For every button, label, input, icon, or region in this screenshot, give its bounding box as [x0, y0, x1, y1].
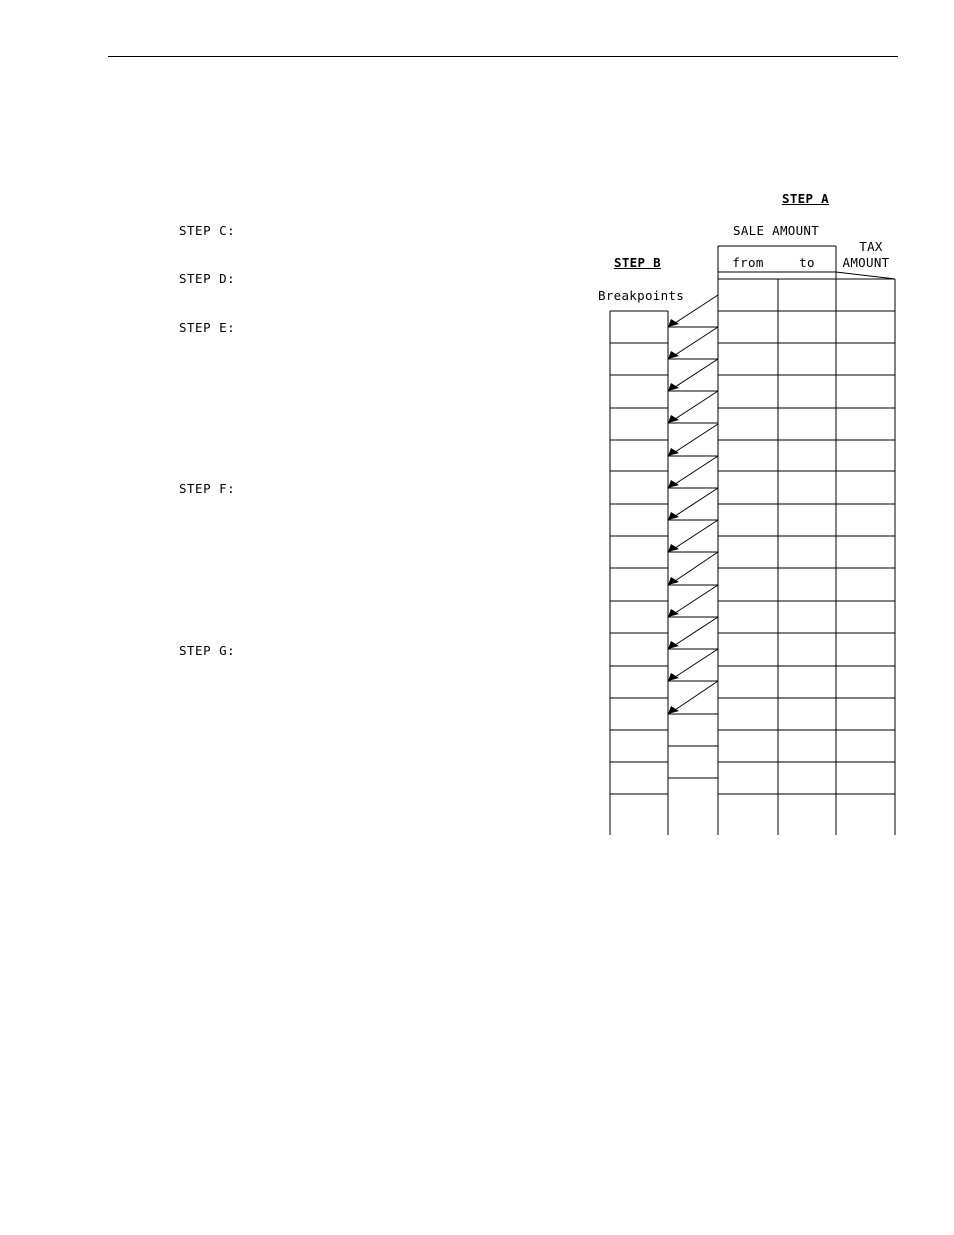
- breakpoint-arrowhead: [668, 544, 679, 552]
- step-c-label: STEP C:: [179, 223, 236, 238]
- breakpoint-arrowhead: [668, 480, 679, 488]
- sale-amount-heading: SALE AMOUNT: [733, 223, 820, 238]
- step-e-label: STEP E:: [179, 320, 236, 335]
- breakpoint-arrow-line: [672, 456, 718, 486]
- breakpoint-arrowhead: [668, 448, 679, 456]
- breakpoint-arrow-line: [672, 585, 718, 615]
- tax-heading-line1: TAX: [859, 239, 883, 254]
- breakpoint-arrow-line: [672, 520, 718, 550]
- breakpoint-arrow-line: [672, 617, 718, 647]
- tax-heading-line2: AMOUNT: [842, 255, 890, 270]
- breakpoint-arrow-line: [672, 681, 718, 712]
- breakpoint-arrow-line: [672, 359, 718, 389]
- step-f-label: STEP F:: [179, 481, 236, 496]
- breakpoint-arrow-line: [672, 488, 718, 518]
- breakpoints-heading: Breakpoints: [598, 288, 685, 303]
- tax-head-connector: [836, 272, 895, 279]
- breakpoint-arrowhead: [668, 415, 679, 423]
- breakpoint-arrowhead: [668, 609, 679, 617]
- breakpoint-arrowhead: [668, 577, 679, 585]
- breakpoint-arrow-line: [672, 424, 718, 454]
- breakpoint-arrowhead: [668, 383, 679, 391]
- step-d-label: STEP D:: [179, 271, 236, 286]
- breakpoint-arrow-line: [672, 295, 718, 325]
- step-b-heading: STEP B: [614, 255, 661, 270]
- breakpoint-arrowhead: [668, 641, 679, 649]
- step-g-label: STEP G:: [179, 643, 236, 658]
- breakpoint-arrowhead: [668, 673, 679, 681]
- breakpoint-arrow-line: [672, 391, 718, 421]
- breakpoint-arrowhead: [668, 351, 679, 359]
- breakpoint-arrow-line: [672, 649, 718, 679]
- breakpoint-arrowhead: [668, 706, 679, 714]
- from-column-heading: from: [732, 255, 764, 270]
- to-column-heading: to: [799, 255, 815, 270]
- breakpoint-arrowhead: [668, 512, 679, 520]
- step-a-heading: STEP A: [782, 191, 829, 206]
- breakpoint-arrow-line: [672, 552, 718, 583]
- breakpoint-arrowhead: [668, 319, 679, 327]
- breakpoint-arrow-line: [672, 327, 718, 357]
